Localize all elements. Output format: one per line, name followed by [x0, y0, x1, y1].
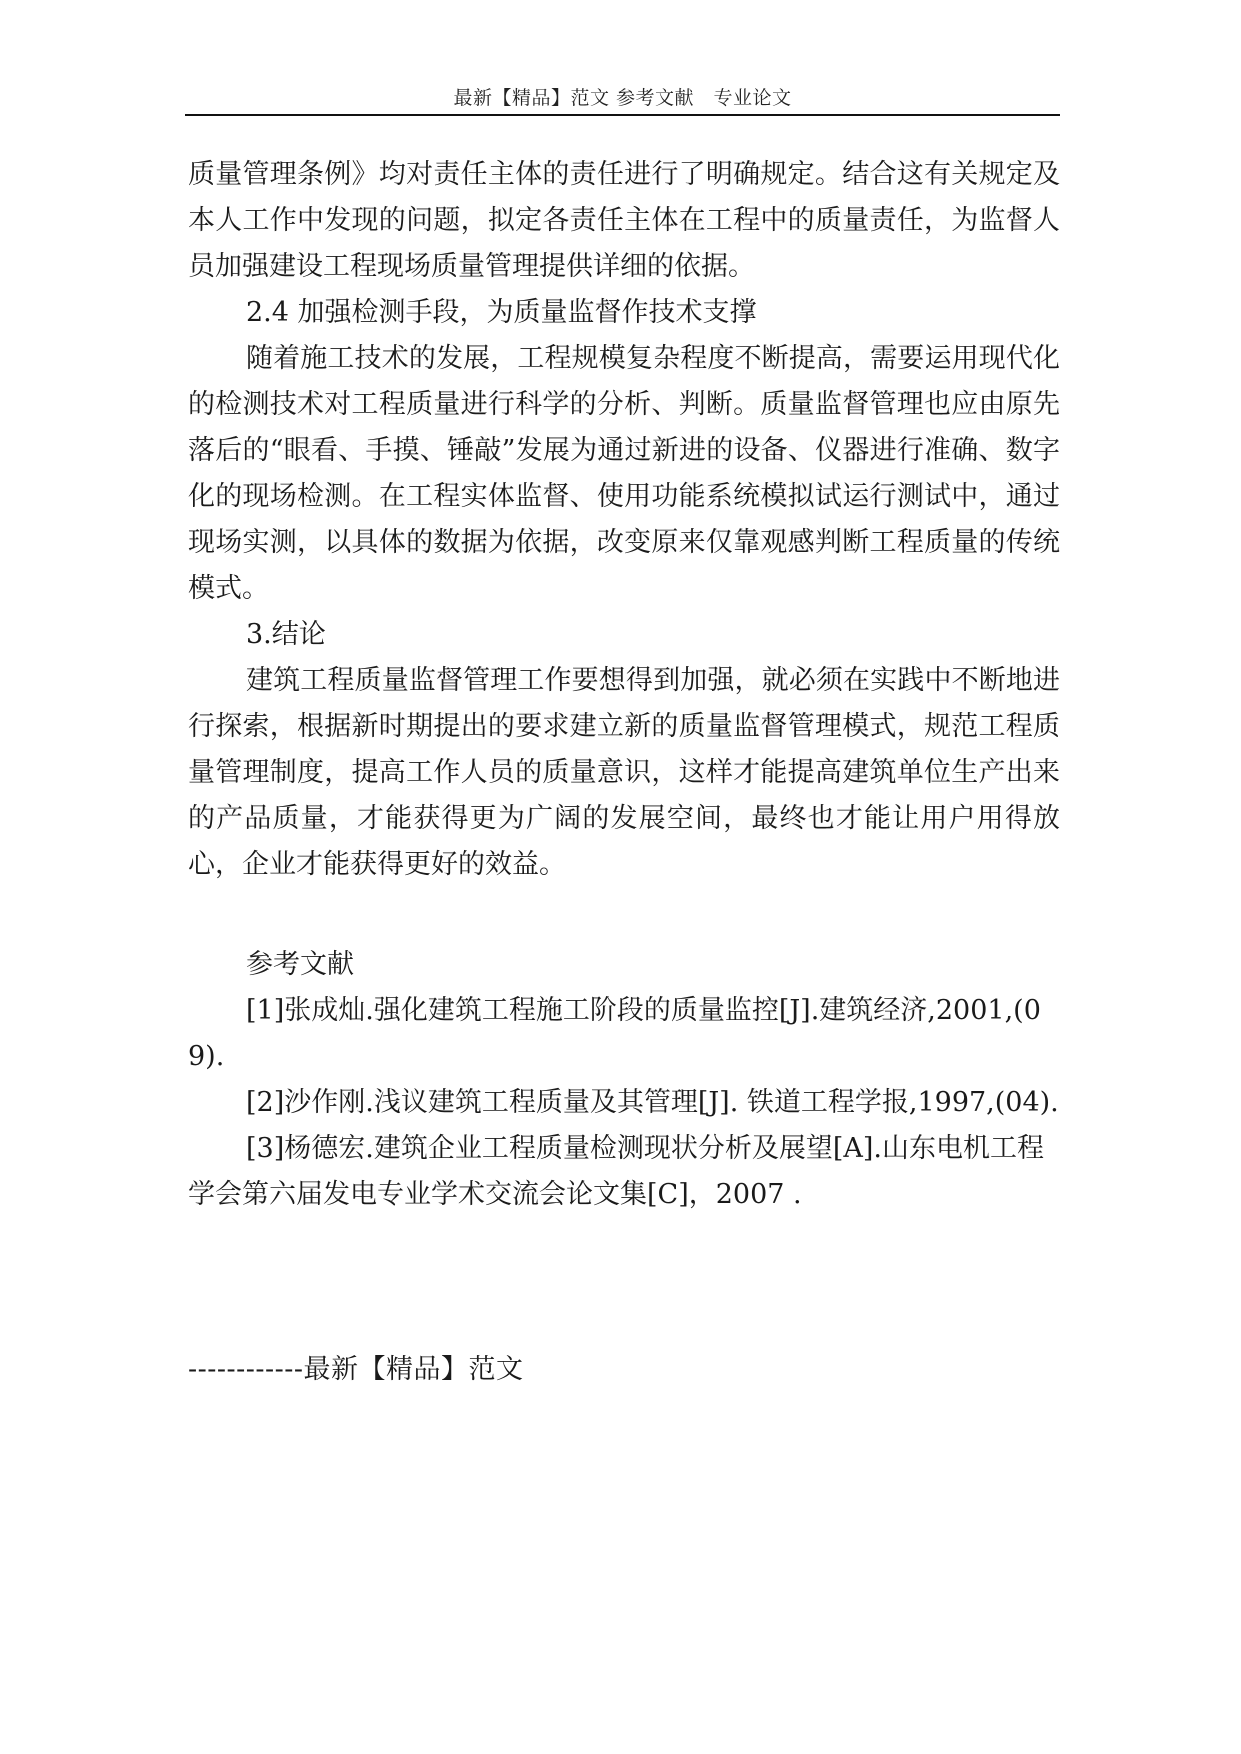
references-section	[188, 942, 1060, 1218]
paragraph-conclusion: 建筑工程质量监督管理工作要想得到加强，就必须在实践中不断地进行探索，根据新时期提出的要求建立新的质量监督管理模式，规范工程质量管理制度，提高工作人员的质量意识，这样才能提高建筑单位生产出来的产品质量，才能获得更为广阔的发展空间，最终也才能让用户用得放心，企业才能获得更好的效益。	[188, 665, 1060, 880]
header-divider	[185, 114, 1060, 116]
section-heading-conclusion: 3.结论	[246, 619, 326, 650]
reference-item-1: [1]张成灿.强化建筑工程施工阶段的质量监控[J].建筑经济,2001,(09).	[188, 995, 1041, 1072]
paragraph-testing: 随着施工技术的发展，工程规模复杂程度不断提高，需要运用现代化的检测技术对工程质量进行科学的分析、判断。质量监督管理也应由原先落后的“眼看、手摸、锤敲”发展为通过新进的设备、仪器进行准确、数字化的现场检测。在工程实体监督、使用功能系统模拟试运行测试中，通过现场实测，以具体的数据为依据，改变原来仅靠观感判断工程质量的传统模式。	[188, 343, 1060, 604]
paragraph-regulations: 质量管理条例》均对责任主体的责任进行了明确规定。结合这有关规定及本人工作中发现的问题，拟定各责任主体在工程中的质量责任，为监督人员加强建设工程现场质量管理提供详细的依据。	[188, 159, 1060, 282]
page-footer: ------------最新【精品】范文	[188, 1354, 524, 1385]
reference-item-3: [3]杨德宏.建筑企业工程质量检测现状分析及展望[A].山东电机工程学会第六届发电专业学术交流会论文集[C]，2007 .	[188, 1133, 1044, 1210]
references-heading: 参考文献	[246, 949, 354, 980]
reference-item-2: [2]沙作刚.浅议建筑工程质量及其管理[J]. 铁道工程学报,1997,(04).	[246, 1087, 1059, 1118]
body-text	[188, 152, 1060, 888]
section-heading-2-4: 2.4 加强检测手段，为质量监督作技术支撑	[246, 297, 757, 328]
page-header: 最新【精品】范文 参考文献 专业论文	[453, 87, 792, 109]
